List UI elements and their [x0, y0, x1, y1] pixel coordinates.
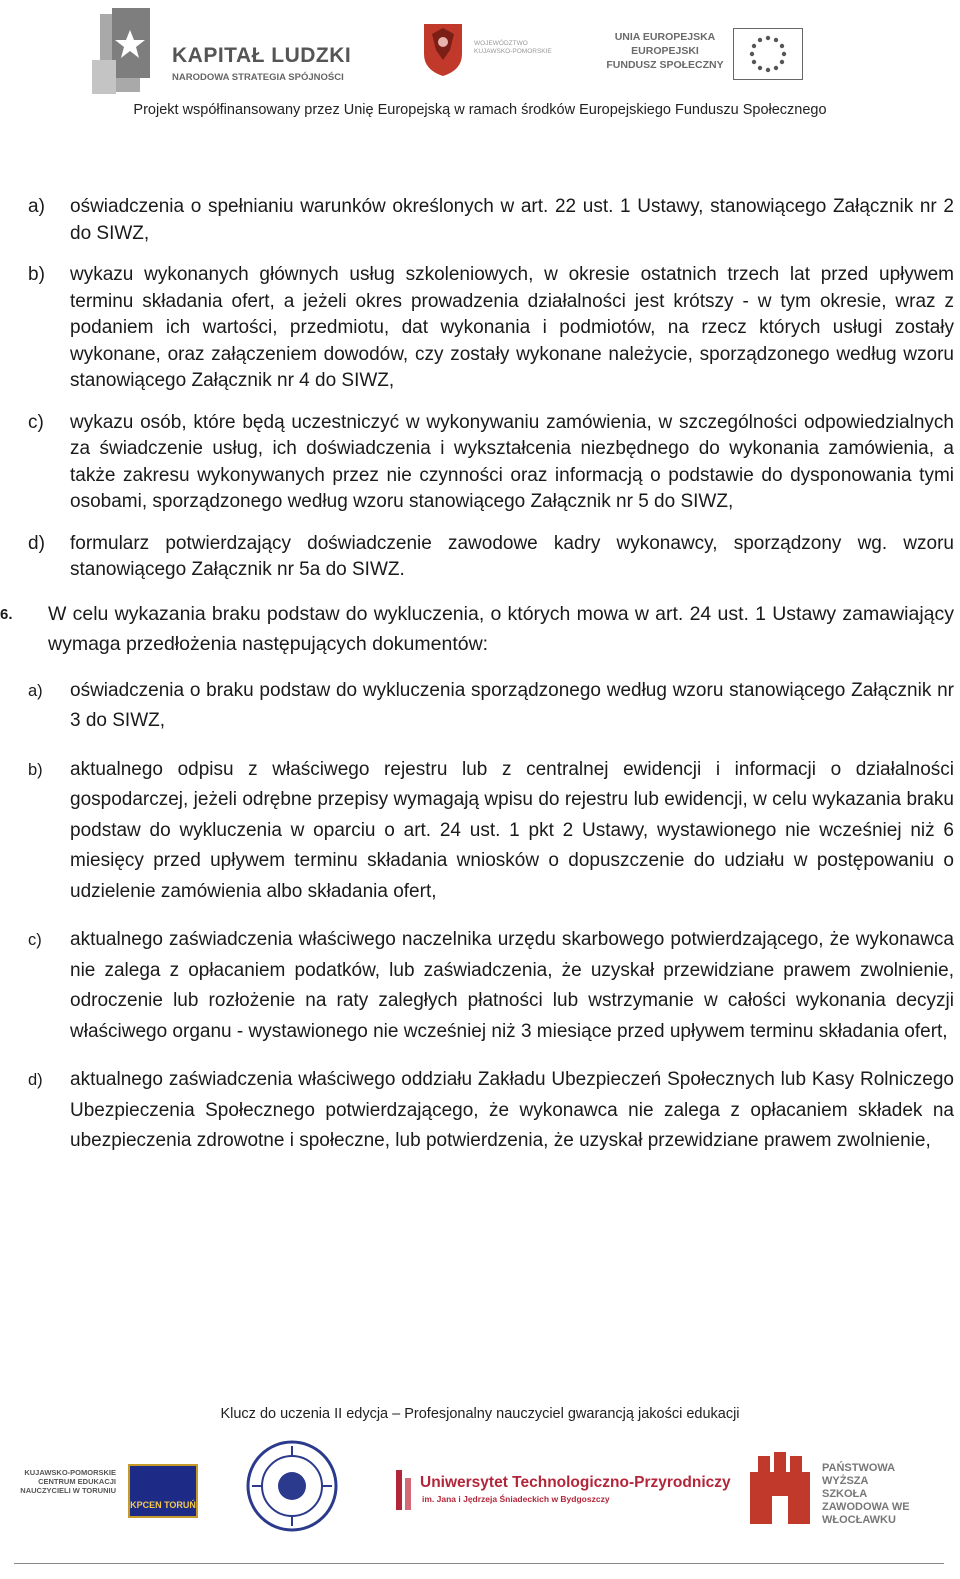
kl-subtitle: NARODOWA STRATEGIA SPÓJNOŚCI — [172, 72, 344, 83]
qualification-documents-list — [28, 194, 954, 584]
ue-text: UNIA EUROPEJSKA EUROPEJSKI FUNDUSZ SPOŁECZNY — [606, 31, 724, 71]
list-item-text: wykazu wykonanych głównych usług szkoleniowych, w okresie ostatnich trzech lat przed upływem terminu składania ofert, a jeżeli okres prowadzenia działalności jest krótszy - w tym okresie, wraz z podaniem ich wartości, przedmiotu, dat wykonania i podmiotów, na rzecz których usługi zostały wykonane, oraz załączeniem dowodów, czy zostały wykonane należycie, sporządzonego według wzoru stanowiącego Załącznik nr 4 do SIWZ, — [70, 264, 954, 391]
list-item — [28, 194, 954, 247]
pwsz-text: PAŃSTWOWA WYŻSZA SZKOŁA ZAWODOWA WE WŁOCŁAWKU — [822, 1462, 910, 1526]
project-funding-line: Projekt współfinansowany przez Unię Europejską w ramach środków Europejskiego Funduszu Społecznego — [133, 102, 827, 118]
eu-logo — [605, 28, 805, 92]
page-header — [0, 0, 960, 130]
list-marker: d) — [28, 532, 45, 554]
list-marker: c) — [28, 931, 42, 949]
regional-crest-icon — [420, 20, 466, 78]
document-body — [0, 194, 954, 1175]
list-marker: b) — [28, 264, 45, 285]
list-marker: a) — [28, 196, 45, 217]
eu-flag-icon — [733, 28, 803, 80]
kujawsko-pomorskie-logo — [420, 20, 560, 90]
list-marker: c) — [28, 411, 44, 433]
section-number: 6. — [0, 605, 13, 623]
list-marker: a) — [28, 681, 43, 700]
kpcen-box-label: KPCEN TORUŃ — [130, 1500, 196, 1510]
utp-mark-icon — [396, 1470, 412, 1510]
footer-title: Klucz do uczenia II edycja – Profesjonalny nauczyciel gwarancją jakości edukacji — [220, 1406, 740, 1422]
footer-logos — [0, 1430, 960, 1540]
list-item-text: oświadczenia o braku podstaw do wykluczenia sporządzonego według wzoru stanowiącego Załącznik nr 3 do SIWZ, — [70, 679, 954, 731]
list-item — [28, 410, 954, 516]
list-item-text: aktualnego zaświadczenia właściwego oddziału Zakładu Ubezpieczeń Społecznych lub Kasy Rolniczego Ubezpieczenia Społecznego potwierdzającego, że wykonawca nie zalega z opłacaniem składek na ubezpieczenia zdrowotne i społeczne, lub potwierdzenia, że uzyskał przewidziane prawem zwolnienie, — [70, 1069, 954, 1151]
list-item-text: oświadczenia o spełnianiu warunków określonych w art. 22 ust. 1 Ustawy, stanowiącego Załącznik nr 2 do SIWZ, — [70, 196, 954, 244]
kl-title: KAPITAŁ LUDZKI — [172, 44, 352, 67]
list-item — [28, 262, 954, 395]
utp-name: Uniwersytet Technologiczno-Przyrodniczy — [420, 1474, 731, 1491]
list-item-text: aktualnego odpisu z właściwego rejestru lub z centralnej ewidencji i informacji o działalności gospodarczej, jeżeli odrębne przepisy wymagają wpisu do rejestru lub ewidencji, w celu wykazania braku podstaw do wykluczenia w oparciu o art. 24 ust. 1 pkt 2 Ustawy, wystawionego nie wcześniej niż 6 miesięcy przed upływem terminu składania wniosków o dopuszczenie do udziału w postępowaniu o udzielenie zamówienia albo składania ofert, — [70, 758, 954, 902]
list-item — [28, 1065, 954, 1157]
bottom-divider — [14, 1563, 944, 1564]
list-marker: d) — [28, 1071, 43, 1089]
list-item-text: aktualnego zaświadczenia właściwego naczelnika urzędu skarbowego potwierdzającego, że wykonawca nie zalega z opłacaniem podatków, lub zaświadczenia, że uzyskał przewidziane prawem zwolnienie, odroczenie lub rozłożenie na raty zaległych płatności lub wstrzymanie w całości wykonania decyzji właściwego organu - wystawionego nie wcześniej niż 3 miesiące przed upływem terminu składania ofert, — [70, 929, 954, 1042]
section-text: W celu wykazania braku podstaw do wykluczenia, o których mowa w art. 24 ust. 1 Ustawy zamawiający wymaga przedłożenia następujących dokumentów: — [48, 602, 954, 655]
list-item — [28, 676, 954, 737]
kapital-ludzki-logo — [92, 8, 392, 94]
utp-subtitle: im. Jana i Jędrzeja Śniadeckich w Bydgoszczy — [422, 1494, 610, 1504]
list-marker: b) — [28, 760, 43, 779]
list-item — [28, 755, 954, 908]
list-item — [28, 925, 954, 1047]
list-item-text: wykazu osób, które będą uczestniczyć w wykonywaniu zamówienia, w szczególności odpowiedzialnych za świadczenie usług, ich doświadczenia i wykształcenia niezbędnego do wykonania zamówienia, a także zakresu wykonywanych przez nie czynności oraz informacją o podstawie do dysponowania tymi osobami, sporządzonego według wzoru stanowiącego Załącznik nr 5 do SIWZ, — [70, 411, 954, 512]
kpcen-text: KUJAWSKO-POMORSKIE CENTRUM EDUKACJI NAUCZYCIELI W TORUNIU — [20, 1468, 116, 1495]
list-item — [28, 531, 954, 584]
list-item-text: formularz potwierdzający doświadczenie zawodowe kadry wykonawcy, sporządzony wg. wzoru stanowiącego Załącznik nr 5a do SIWZ. — [70, 532, 954, 580]
exclusion-documents-list — [28, 676, 954, 1157]
kp-text: WOJEWÓDZTWO KUJAWSKO-POMORSKIE — [474, 40, 552, 55]
pwsz-crest-icon — [744, 1452, 816, 1528]
umk-seal-icon — [244, 1438, 340, 1534]
section-6 — [0, 599, 954, 659]
kpcen-logo — [128, 1464, 198, 1518]
kapital-ludzki-mark-icon — [92, 8, 162, 94]
